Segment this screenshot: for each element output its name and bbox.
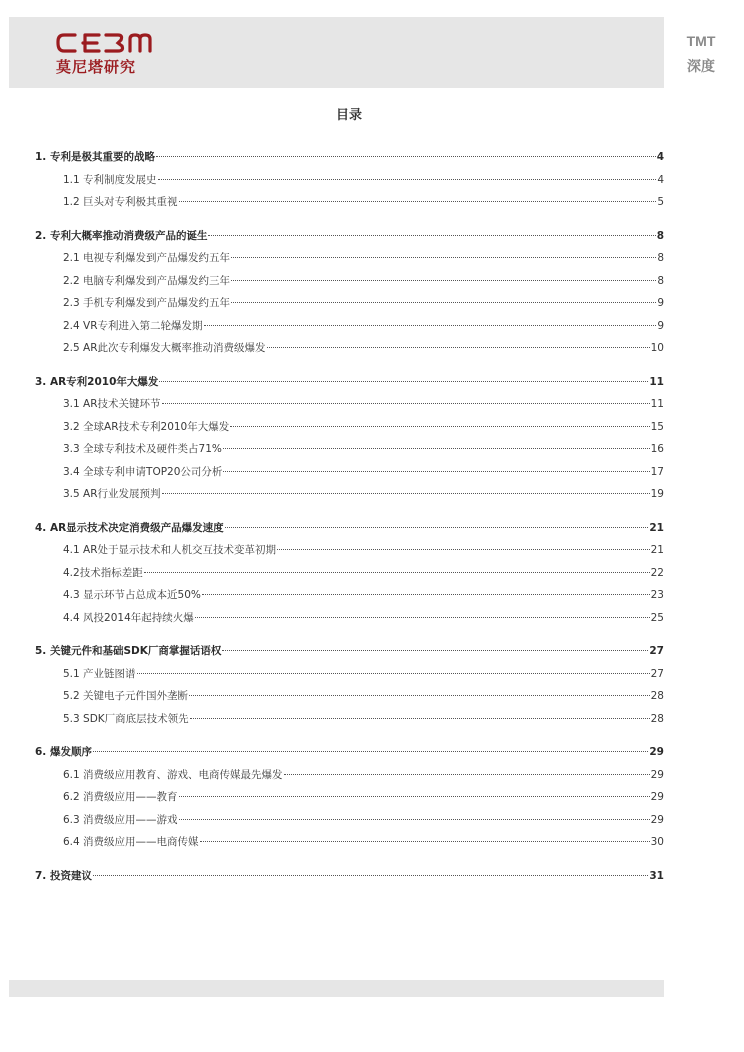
toc-entry-label: 2.1 电视专利爆发到产品爆发约五年 xyxy=(63,252,231,264)
toc-chapter-entry[interactable] xyxy=(35,146,664,169)
table-of-contents xyxy=(35,146,664,898)
dot-leader xyxy=(204,325,657,326)
cebm-logo-mark xyxy=(55,30,155,56)
toc-entry-page-number: 11 xyxy=(650,398,664,410)
toc-section xyxy=(35,517,664,630)
toc-entry-page-number: 29 xyxy=(649,746,664,758)
toc-entry-page-number: 9 xyxy=(657,297,664,309)
toc-entry-page-number: 19 xyxy=(650,488,664,500)
toc-entry-label: 4.2技术指标差距 xyxy=(63,566,143,579)
dot-leader xyxy=(179,796,650,797)
toc-subsection-entry[interactable] xyxy=(35,663,664,686)
dot-leader xyxy=(231,302,656,303)
toc-chapter-entry[interactable] xyxy=(35,741,664,764)
dot-leader xyxy=(137,673,650,674)
dot-leader xyxy=(225,527,649,528)
toc-entry-label: 7. 投资建议 xyxy=(35,869,92,882)
dot-leader xyxy=(189,695,650,696)
dot-leader xyxy=(208,235,655,236)
toc-entry-label: 3.1 AR技术关键环节 xyxy=(63,398,161,410)
toc-entry-label: 2.3 手机专利爆发到产品爆发约五年 xyxy=(63,297,231,309)
toc-subsection-entry[interactable] xyxy=(35,831,664,854)
toc-title: 目录 xyxy=(335,108,362,123)
toc-entry-label: 2.4 VR专利进入第二轮爆发期 xyxy=(63,319,203,332)
toc-subsection-entry[interactable] xyxy=(35,708,664,731)
toc-entry-label: 6.1 消费级应用教育、游戏、电商传媒最先爆发 xyxy=(63,768,283,781)
dot-leader xyxy=(190,718,650,719)
toc-entry-label: 1.2 巨头对专利极其重视 xyxy=(63,196,178,208)
toc-entry-label: 6.3 消费级应用——游戏 xyxy=(63,813,178,826)
toc-entry-label: 4. AR显示技术决定消费级产品爆发速度 xyxy=(35,521,224,534)
toc-entry-page-number: 29 xyxy=(650,768,664,781)
category-tmt: TMT xyxy=(686,33,716,49)
toc-entry-label: 1.1 专利制度发展史 xyxy=(63,173,157,186)
toc-subsection-entry[interactable] xyxy=(35,247,664,270)
toc-entry-label: 3.4 全球专利申请TOP20公司分析 xyxy=(63,465,223,478)
dot-leader xyxy=(144,572,650,573)
toc-entry-label: 3. AR专利2010年大爆发 xyxy=(35,375,159,388)
toc-entry-page-number: 25 xyxy=(650,611,664,624)
toc-subsection-entry[interactable] xyxy=(35,483,664,506)
toc-subsection-entry[interactable] xyxy=(35,539,664,562)
toc-entry-page-number: 21 xyxy=(649,521,664,534)
toc-chapter-entry[interactable] xyxy=(35,225,664,248)
toc-entry-page-number: 8 xyxy=(657,274,664,287)
toc-entry-page-number: 17 xyxy=(650,465,664,478)
logo-chinese-name: 莫尼塔研究 xyxy=(56,58,137,76)
toc-entry-page-number: 8 xyxy=(656,229,664,242)
toc-entry-page-number: 9 xyxy=(657,319,664,332)
toc-entry-label: 6.4 消费级应用——电商传媒 xyxy=(63,836,199,848)
toc-entry-label: 4.3 显示环节占总成本近50% xyxy=(63,589,201,601)
toc-entry-label: 2.2 电脑专利爆发到产品爆发约三年 xyxy=(63,274,231,287)
toc-subsection-entry[interactable] xyxy=(35,315,664,338)
toc-entry-label: 6.2 消费级应用——教育 xyxy=(63,791,178,803)
toc-chapter-entry[interactable] xyxy=(35,371,664,394)
toc-subsection-entry[interactable] xyxy=(35,562,664,585)
toc-section xyxy=(35,865,664,888)
dot-leader xyxy=(277,549,650,550)
toc-entry-page-number: 11 xyxy=(649,375,664,388)
toc-subsection-entry[interactable] xyxy=(35,270,664,293)
dot-leader xyxy=(156,156,656,157)
toc-subsection-entry[interactable] xyxy=(35,764,664,787)
toc-entry-page-number: 30 xyxy=(650,836,664,848)
toc-entry-page-number: 28 xyxy=(650,712,664,725)
dot-leader xyxy=(179,819,650,820)
dot-leader xyxy=(159,381,648,382)
toc-entry-label: 5.3 SDK厂商底层技术领先 xyxy=(63,712,189,725)
dot-leader xyxy=(93,751,648,752)
toc-entry-page-number: 15 xyxy=(650,420,664,433)
dot-leader xyxy=(230,426,649,427)
report-category xyxy=(672,32,730,76)
company-logo xyxy=(55,30,155,74)
toc-entry-label: 3.2 全球AR技术专利2010年大爆发 xyxy=(63,420,230,433)
dot-leader xyxy=(223,471,649,472)
toc-subsection-entry[interactable] xyxy=(35,393,664,416)
dot-leader xyxy=(200,841,650,842)
toc-entry-label: 4.1 AR处于显示技术和人机交互技术变革初期 xyxy=(63,544,277,556)
toc-subsection-entry[interactable] xyxy=(35,292,664,315)
toc-entry-page-number: 10 xyxy=(650,342,664,354)
toc-entry-label: 4.4 风投2014年起持续火爆 xyxy=(63,611,194,624)
toc-entry-page-number: 16 xyxy=(650,443,664,455)
toc-entry-page-number: 31 xyxy=(649,869,664,882)
dot-leader xyxy=(231,257,656,258)
toc-entry-page-number: 27 xyxy=(649,645,664,657)
toc-entry-label: 1. 专利是极其重要的战略 xyxy=(35,151,155,163)
toc-subsection-entry[interactable] xyxy=(35,416,664,439)
toc-subsection-entry[interactable] xyxy=(35,685,664,708)
dot-leader xyxy=(267,347,650,348)
footer-band xyxy=(9,980,664,997)
toc-entry-label: 3.3 全球专利技术及硬件类占71% xyxy=(63,443,222,455)
dot-leader xyxy=(202,594,650,595)
toc-subsection-entry[interactable] xyxy=(35,584,664,607)
toc-section xyxy=(35,640,664,730)
toc-entry-page-number: 8 xyxy=(657,252,664,264)
toc-entry-label: 3.5 AR行业发展预判 xyxy=(63,488,161,500)
toc-subsection-entry[interactable] xyxy=(35,786,664,809)
toc-section xyxy=(35,371,664,506)
dot-leader xyxy=(222,650,648,651)
dot-leader xyxy=(231,280,656,281)
category-depth: 深度 xyxy=(687,59,715,75)
toc-entry-page-number: 4 xyxy=(657,173,664,186)
toc-entry-page-number: 4 xyxy=(656,151,664,163)
dot-leader xyxy=(195,617,650,618)
toc-entry-page-number: 21 xyxy=(650,544,664,556)
dot-leader xyxy=(93,875,648,876)
toc-subsection-entry[interactable] xyxy=(35,191,664,214)
dot-leader xyxy=(223,448,650,449)
toc-entry-label: 2.5 AR此次专利爆发大概率推动消费级爆发 xyxy=(63,342,266,354)
toc-entry-page-number: 22 xyxy=(650,566,664,579)
toc-entry-page-number: 28 xyxy=(650,690,664,702)
toc-entry-page-number: 29 xyxy=(650,813,664,826)
toc-chapter-entry[interactable] xyxy=(35,865,664,888)
toc-section xyxy=(35,741,664,854)
dot-leader xyxy=(284,774,650,775)
toc-entry-page-number: 29 xyxy=(650,791,664,803)
toc-section xyxy=(35,225,664,360)
toc-entry-label: 2. 专利大概率推动消费级产品的诞生 xyxy=(35,229,208,242)
dot-leader xyxy=(162,403,650,404)
dot-leader xyxy=(162,493,650,494)
toc-subsection-entry[interactable] xyxy=(35,438,664,461)
toc-entry-page-number: 5 xyxy=(657,196,664,208)
toc-section xyxy=(35,146,664,214)
toc-entry-label: 6. 爆发顺序 xyxy=(35,746,92,758)
toc-subsection-entry[interactable] xyxy=(35,337,664,360)
toc-entry-label: 5. 关键元件和基础SDK厂商掌握话语权 xyxy=(35,645,222,657)
toc-entry-label: 5.1 产业链图谱 xyxy=(63,667,136,680)
toc-subsection-entry[interactable] xyxy=(35,461,664,484)
toc-subsection-entry[interactable] xyxy=(35,607,664,630)
toc-entry-page-number: 27 xyxy=(650,667,664,680)
toc-subsection-entry[interactable] xyxy=(35,169,664,192)
toc-chapter-entry[interactable] xyxy=(35,517,664,540)
toc-entry-label: 5.2 关键电子元件国外垄断 xyxy=(63,690,189,702)
dot-leader xyxy=(179,201,657,202)
toc-entry-page-number: 23 xyxy=(650,589,664,601)
toc-subsection-entry[interactable] xyxy=(35,809,664,832)
dot-leader xyxy=(158,179,657,180)
toc-chapter-entry[interactable] xyxy=(35,640,664,663)
